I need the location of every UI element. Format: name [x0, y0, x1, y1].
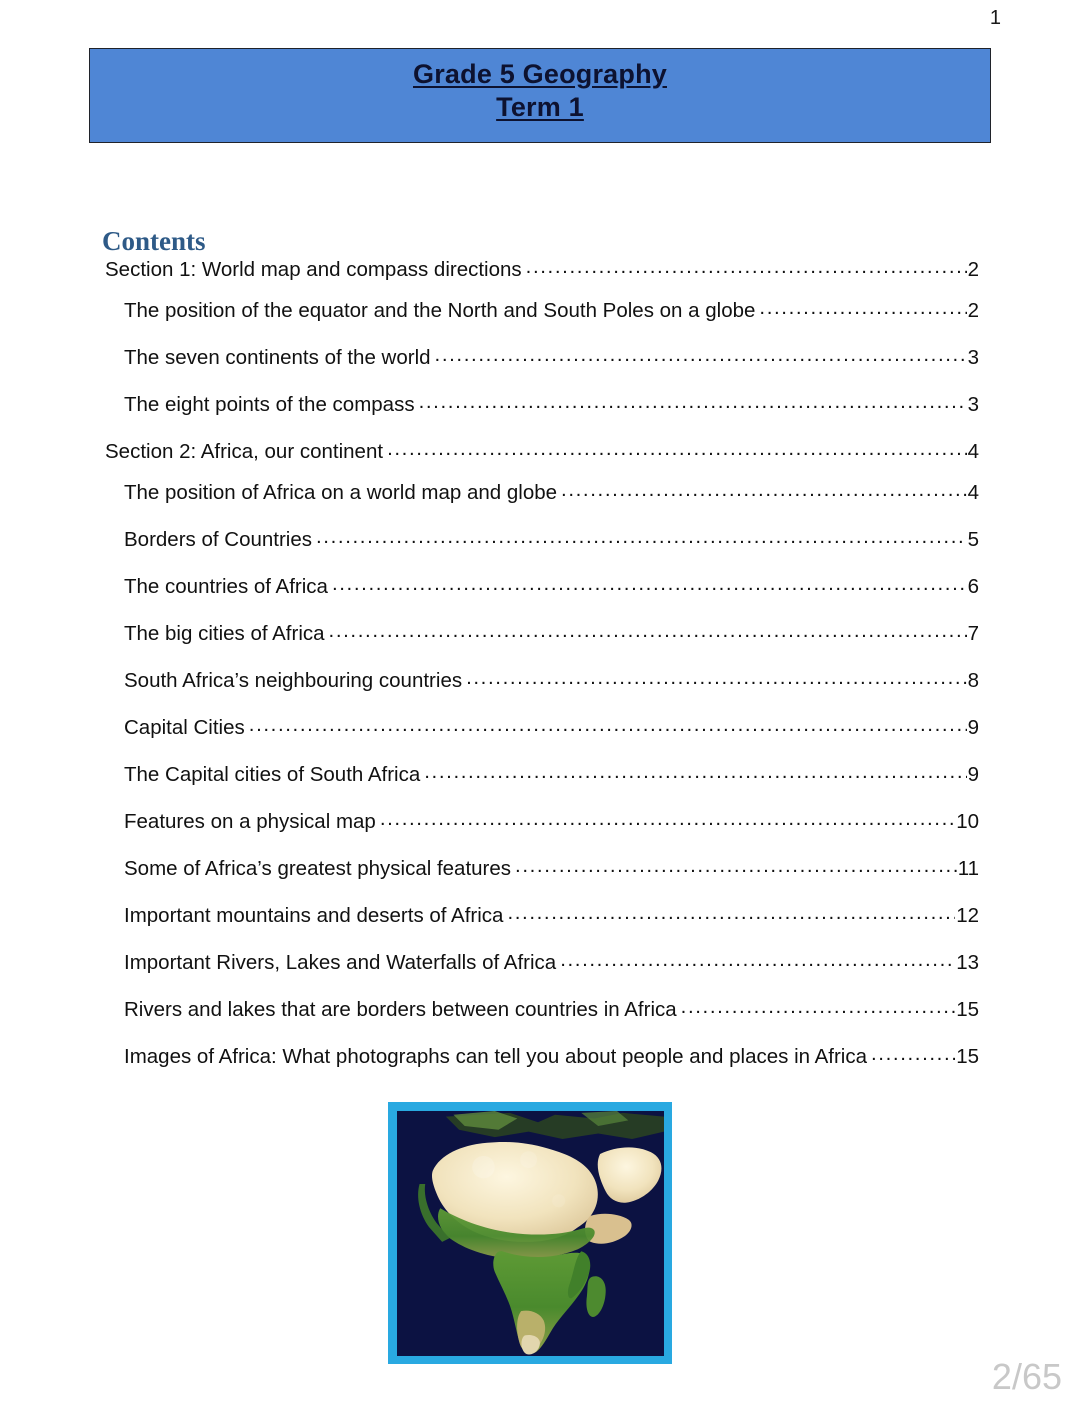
- toc-entry-page-number: 11: [957, 857, 979, 880]
- toc-entry-label: The seven continents of the world: [124, 346, 431, 369]
- toc-entry-label: The Capital cities of South Africa: [124, 763, 421, 786]
- toc-dot-leader: [332, 575, 967, 593]
- document-title-line-1: Grade 5 Geography: [413, 59, 667, 89]
- toc-dot-leader: [387, 440, 967, 458]
- toc-dot-leader: [424, 763, 966, 781]
- toc-entry-label: Section 1: World map and compass directions: [105, 258, 522, 281]
- toc-entry[interactable]: [105, 998, 979, 1022]
- toc-entry-label: Some of Africa’s greatest physical features: [124, 857, 512, 880]
- toc-entry[interactable]: [105, 1045, 979, 1069]
- toc-entry-page-number: 6: [967, 575, 979, 598]
- table-of-contents: [105, 258, 979, 1069]
- toc-entry-page-number: 4: [967, 440, 979, 463]
- toc-entry-page-number: 10: [956, 810, 979, 833]
- toc-dot-leader: [871, 1045, 955, 1063]
- toc-dot-leader: [759, 299, 966, 317]
- toc-dot-leader: [249, 716, 967, 734]
- toc-entry-page-number: 12: [956, 904, 979, 927]
- toc-entry[interactable]: [105, 951, 979, 975]
- document-title-line-2: Term 1: [496, 92, 584, 122]
- toc-entry-page-number: 15: [956, 998, 979, 1021]
- toc-dot-leader: [435, 346, 967, 364]
- africa-image-frame: [388, 1102, 672, 1364]
- toc-dot-leader: [316, 528, 967, 546]
- toc-entry-label: South Africa’s neighbouring countries: [124, 669, 463, 692]
- toc-entry[interactable]: [105, 904, 979, 928]
- toc-entry-label: The eight points of the compass: [124, 393, 415, 416]
- toc-dot-leader: [681, 998, 956, 1016]
- toc-dot-leader: [560, 951, 955, 969]
- toc-entry-page-number: 3: [967, 393, 979, 416]
- title-banner-inner: [90, 49, 990, 124]
- toc-entry-page-number: 13: [956, 951, 979, 974]
- toc-entry-page-number: 9: [967, 763, 979, 786]
- toc-entry-page-number: 8: [967, 669, 979, 692]
- toc-entry-page-number: 5: [967, 528, 979, 551]
- toc-entry-label: The position of the equator and the North and South Poles on a globe: [124, 299, 756, 322]
- toc-entry[interactable]: [105, 575, 979, 599]
- toc-entry[interactable]: [105, 481, 979, 505]
- toc-entry-label: Images of Africa: What photographs can tell you about people and places in Africa: [124, 1045, 868, 1068]
- toc-entry[interactable]: [105, 258, 979, 282]
- toc-dot-leader: [419, 393, 967, 411]
- toc-entry-label: Borders of Countries: [124, 528, 313, 551]
- title-banner: [89, 48, 991, 143]
- toc-entry[interactable]: [105, 299, 979, 323]
- toc-entry-label: The countries of Africa: [124, 575, 328, 598]
- toc-entry-label: Features on a physical map: [124, 810, 376, 833]
- toc-entry[interactable]: [105, 857, 979, 881]
- toc-entry-label: The position of Africa on a world map and globe: [124, 481, 558, 504]
- contents-heading: Contents: [102, 226, 206, 256]
- page-number-top: 1: [989, 7, 1001, 29]
- toc-entry[interactable]: [105, 763, 979, 787]
- page-indicator: 2/65: [991, 1356, 1062, 1397]
- africa-satellite-photo: [397, 1111, 664, 1356]
- toc-dot-leader: [380, 810, 955, 828]
- toc-entry-label: The big cities of Africa: [124, 622, 325, 645]
- toc-entry[interactable]: [105, 810, 979, 834]
- toc-entry-label: Rivers and lakes that are borders between countries in Africa: [124, 998, 677, 1021]
- toc-dot-leader: [507, 904, 955, 922]
- toc-entry[interactable]: [105, 716, 979, 740]
- toc-entry-page-number: 2: [967, 299, 979, 322]
- toc-entry[interactable]: [105, 622, 979, 646]
- toc-entry-page-number: 3: [967, 346, 979, 369]
- toc-entry[interactable]: [105, 393, 979, 417]
- toc-entry-page-number: 7: [967, 622, 979, 645]
- toc-entry-page-number: 15: [956, 1045, 979, 1068]
- toc-dot-leader: [329, 622, 967, 640]
- toc-entry-label: Section 2: Africa, our continent: [105, 440, 384, 463]
- toc-entry-label: Important mountains and deserts of Africa: [124, 904, 504, 927]
- toc-entry-page-number: 4: [967, 481, 979, 504]
- toc-dot-leader: [526, 258, 967, 276]
- toc-entry[interactable]: [105, 669, 979, 693]
- toc-entry-page-number: 2: [967, 258, 979, 281]
- toc-entry[interactable]: [105, 346, 979, 370]
- africa-map-graphic: [397, 1111, 664, 1356]
- toc-entry[interactable]: [105, 528, 979, 552]
- toc-dot-leader: [466, 669, 967, 687]
- toc-entry-page-number: 9: [967, 716, 979, 739]
- toc-entry-label: Important Rivers, Lakes and Waterfalls of Africa: [124, 951, 557, 974]
- toc-dot-leader: [561, 481, 967, 499]
- toc-entry[interactable]: [105, 440, 979, 464]
- toc-entry-label: Capital Cities: [124, 716, 245, 739]
- toc-dot-leader: [515, 857, 957, 875]
